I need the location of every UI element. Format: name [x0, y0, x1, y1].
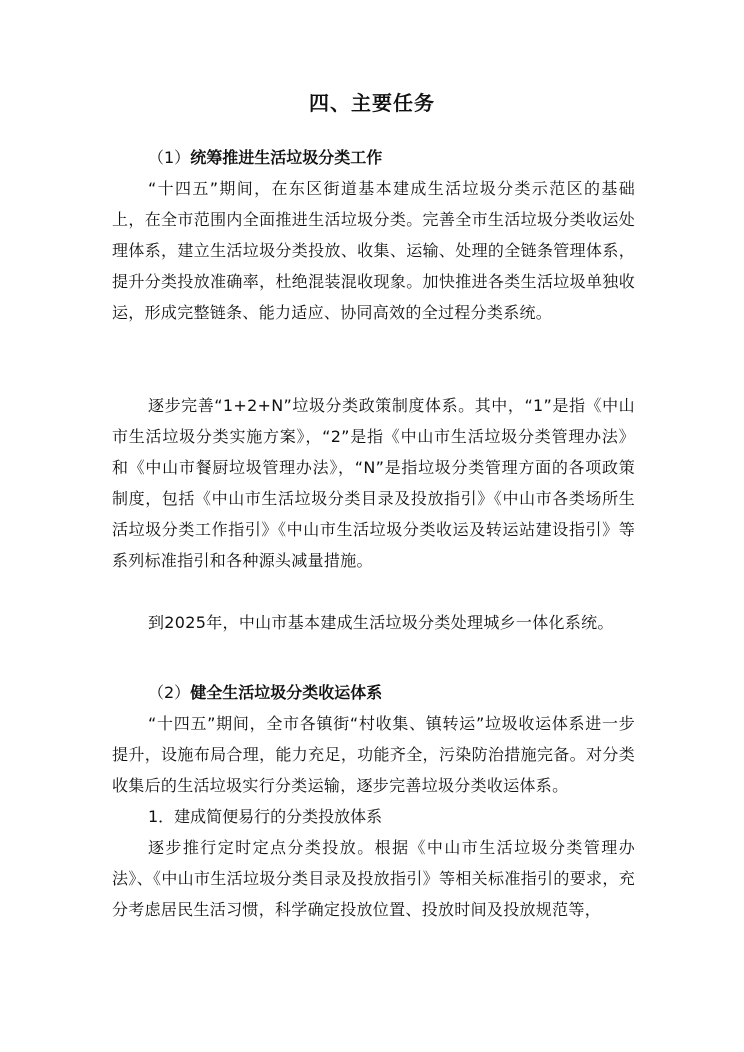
section1-paragraph-3: 到2025年，中山市基本建成生活垃圾分类处理城乡一体化系统。 [148, 613, 614, 632]
page-title: 四、主要任务 [309, 91, 435, 115]
section2-number: （2） [148, 683, 191, 702]
section1-number: （1） [148, 148, 191, 167]
section2-heading-text: 健全生活垃圾分类收运体系 [190, 683, 383, 702]
section2-paragraph-2: 逐步推行定时定点分类投放。根据《中山市生活垃圾分类管理办法》、《中山市生活垃圾分类目录及投放指引》等相关标准指引的要求，充分考虑居民生活习惯，科学确定投放位置、投放时间及投放规范等， [112, 838, 635, 919]
section1-paragraph-1: “十四五”期间，在东区街道基本建成生活垃圾分类示范区的基础上，在全市范围内全面推进生活垃圾分类。完善全市生活垃圾分类收运处理体系，建立生活垃圾分类投放、收集、运输、处理的全链条管理体系，提升分类投放准确率，杜绝混装混收现象。加快推进各类生活垃圾单独收运，形成完整链条、能力适应、协同高效的全过程分类系统。 [112, 179, 635, 322]
section2-heading [148, 677, 628, 708]
section1-paragraph-2: 逐步完善“1+2+N”垃圾分类政策制度体系。其中，“1”是指《中山市生活垃圾分类实施方案》，“2”是指《中山市生活垃圾分类管理办法》和《中山市餐厨垃圾管理办法》，“N”是指垃圾分类管理方面的各项政策制度，包括《中山市生活垃圾分类目录及投放指引》《中山市各类场所生活垃圾分类工作指引》《中山市生活垃圾分类收运及转运站建设指引》等系列标准指引和各种源头减量措施。 [112, 396, 635, 570]
section2-subheading: 1．建成简便易行的分类投放体系 [148, 807, 383, 826]
section1-heading-text: 统筹推进生活垃圾分类工作 [190, 148, 383, 167]
section2-paragraph-1: “十四五”期间，全市各镇街“村收集、镇转运”垃圾收运体系进一步提升，设施布局合理，能力充足，功能齐全，污染防治措施完备。对分类收集后的生活垃圾实行分类运输，逐步完善垃圾分类收运体系。 [112, 714, 635, 795]
section1-heading [148, 142, 628, 173]
